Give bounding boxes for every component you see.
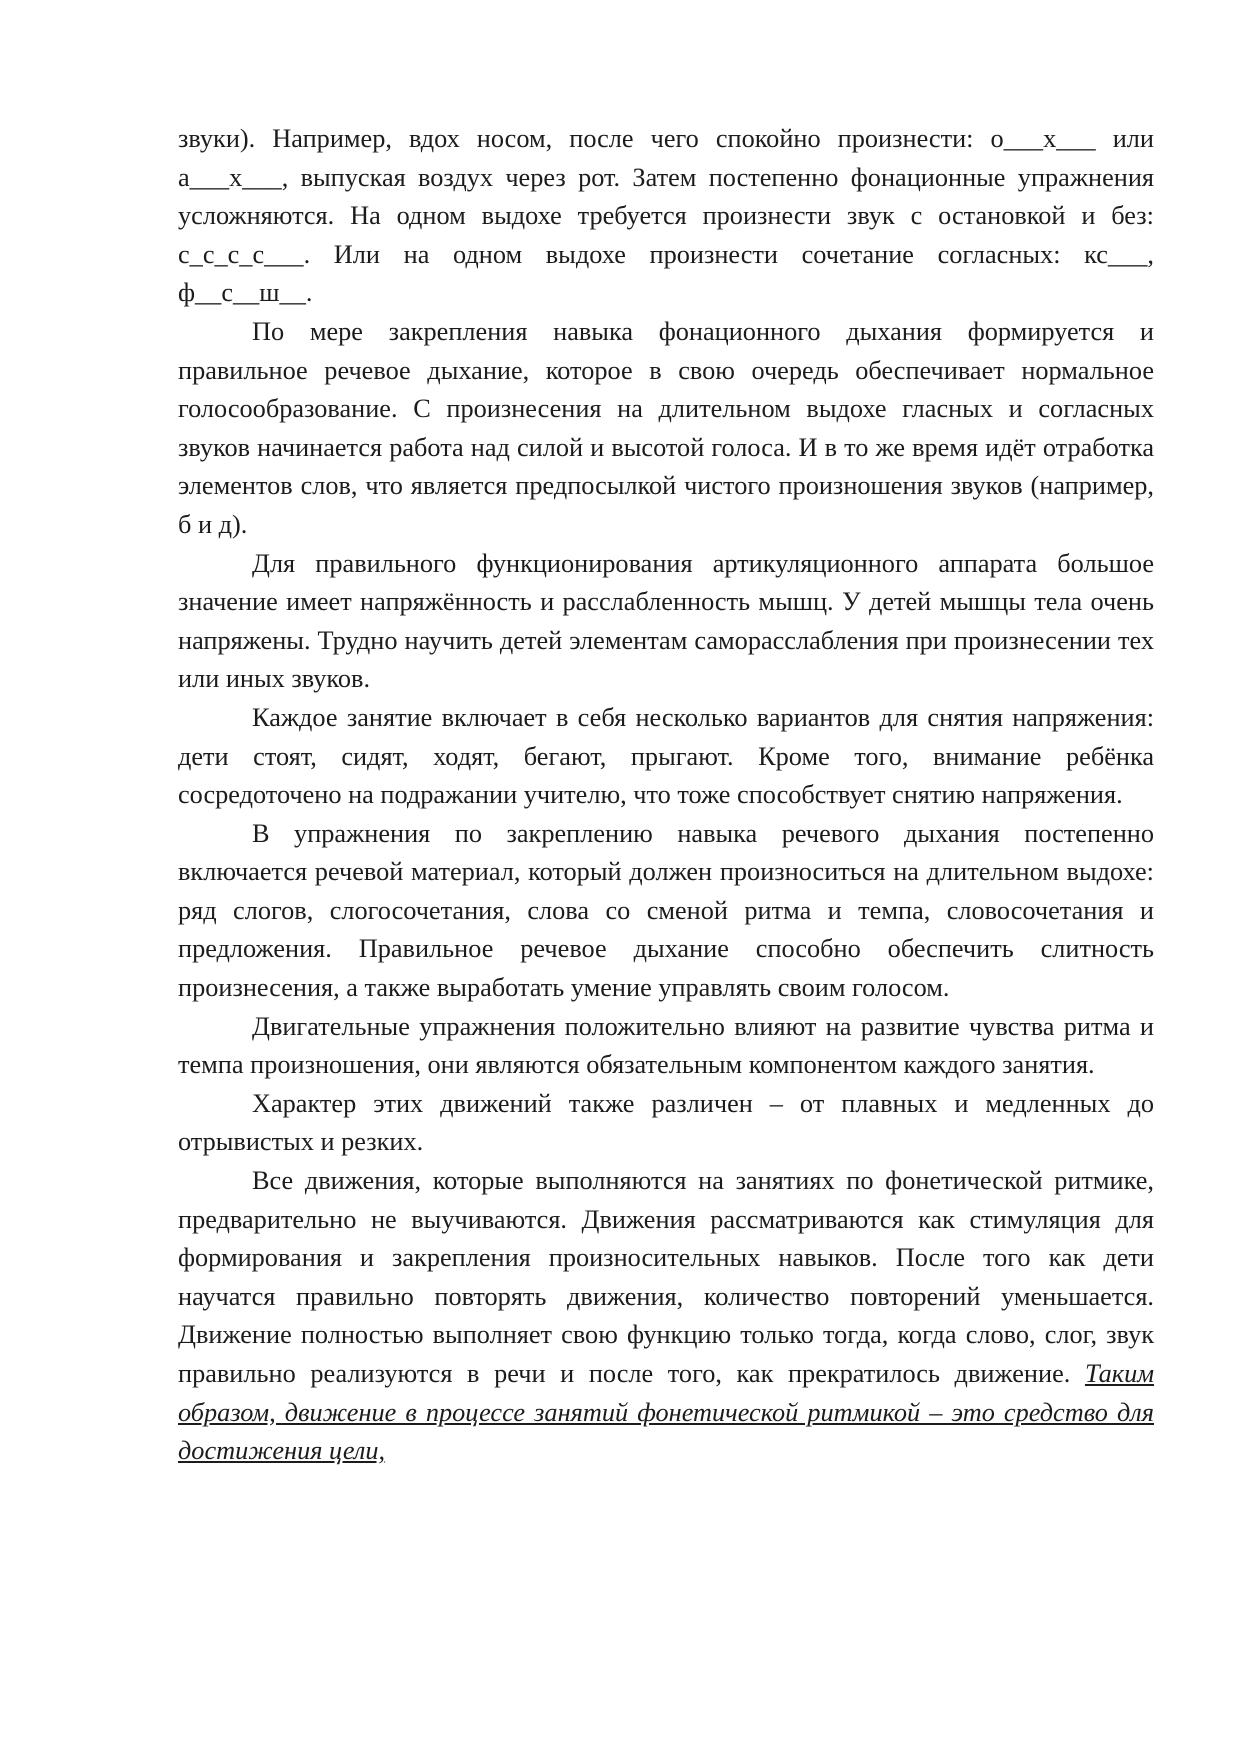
paragraph-2: По мере закрепления навыка фонационного дыхания формируется и правильное речевое дыхание, которое в свою очередь обеспечивает нормальное голосообразование. С произнесения на длительном выдохе гласных и согласных звуков начинается работа над силой и высотой голоса. И в то же время идёт отработка элементов слов, что является предпосылкой чистого произношения звуков (например, б и д). [178,316,1154,539]
paragraph-8-text: Все движения, которые выполняются на занятиях по фонетической ритмике, предварительно не выучиваются. Движения рассматриваются как стимуляция для формирования и закрепления произносительных навыков. После того как дети научатся правильно повторять движения, количество повторений уменьшается. Движение полностью выполняет свою функцию только тогда, когда слово, слог, звук правильно реализуются в речи и после того, как прекратилось движение. [178,1166,1154,1388]
paragraph-8-emphasis: Таким образом, движение в процессе занятий фонетической ритмикой – это средство для достижения цели, [178,1359,1155,1466]
paragraph-4: Каждое занятие включает в себя несколько вариантов для снятия напряжения: дети стоят, сидят, ходят, бегают, прыгают. Кроме того, внимание ребёнка сосредоточено на подражании учителю, что тоже способствует снятию напряжения. [178,702,1154,810]
paragraph-1: звуки). Например, вдох носом, после чего спокойно произнести: о___х___ или а___х___, выпуская воздух через рот. Затем постепенно фонационные упражнения усложняются. На одном выдохе требуется произнести звук с остановкой и без: с_с_с_с___. Или на одном выдохе произнести сочетание согласных: кс___, ф__с__ш__. [178,124,1154,308]
paragraph-6: Двигательные упражнения положительно влияют на развитие чувства ритма и темпа произношения, они являются обязательным компонентом каждого занятия. [178,1011,1154,1080]
paragraph-8 [178,1162,1154,1471]
document-body [178,120,1154,1471]
paragraph-3: Для правильного функционирования артикуляционного аппарата большое значение имеет напряжённость и расслабленность мышц. У детей мышцы тела очень напряжены. Трудно научить детей элементам саморасслабления при произнесении тех или иных звуков. [178,548,1154,694]
paragraph-5: В упражнения по закреплению навыка речевого дыхания постепенно включается речевой материал, который должен произноситься на длительном выдохе: ряд слогов, слогосочетания, слова со сменой ритма и темпа, словосочетания и предложения. Правильное речевое дыхание способно обеспечить слитность произнесения, а также выработать умение управлять своим голосом. [178,818,1154,1003]
paragraph-7: Характер этих движений также различен – от плавных и медленных до отрывистых и резких. [178,1088,1154,1157]
